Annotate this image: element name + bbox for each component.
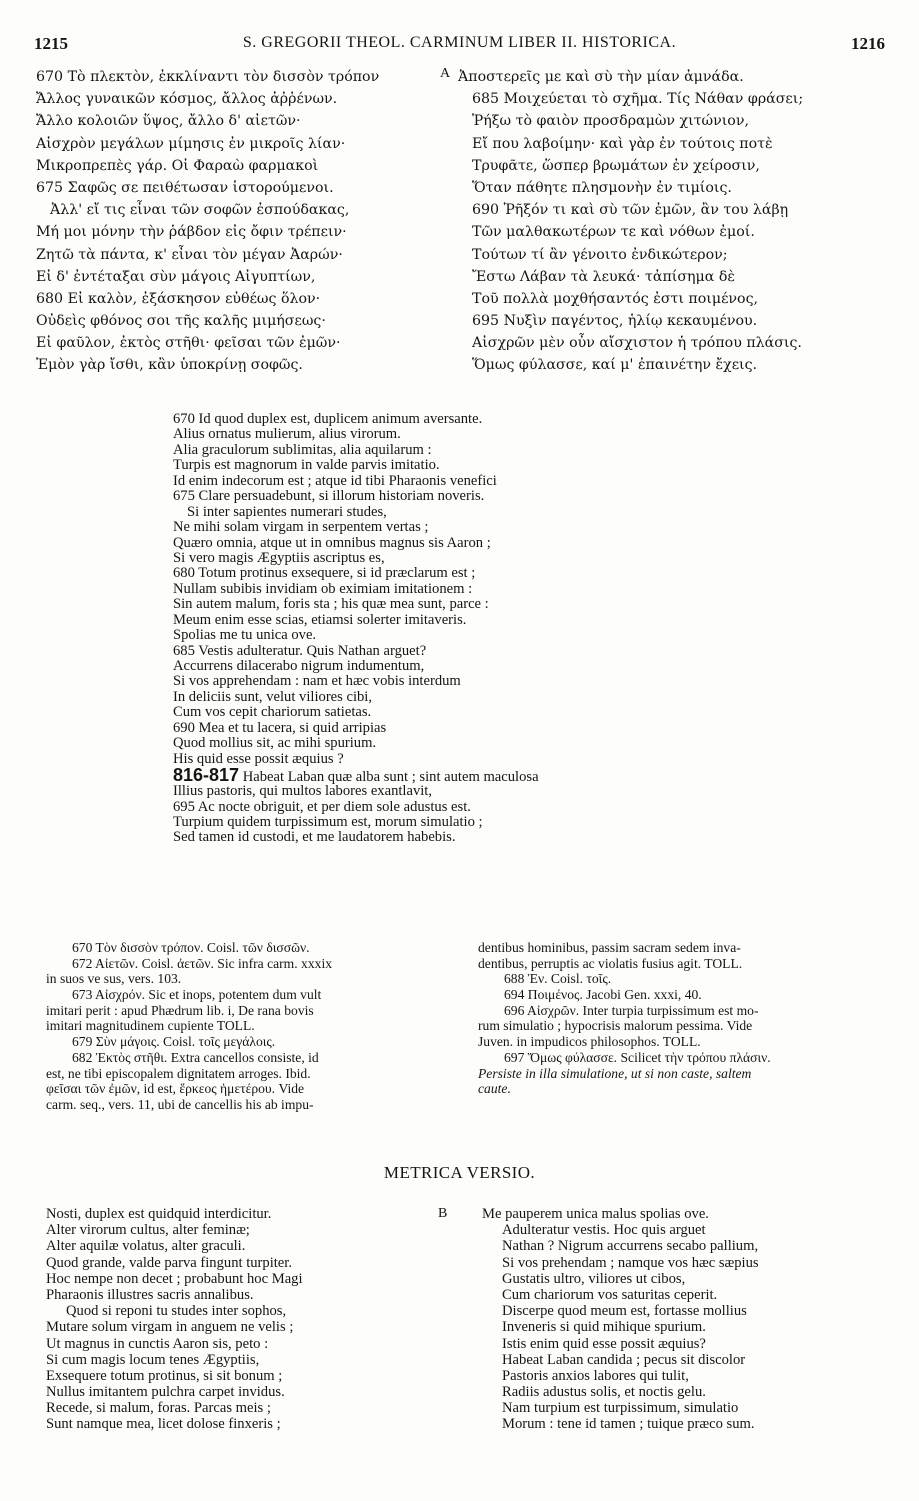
latin-translation — [173, 412, 773, 846]
verse-line: Adulteratur vestis. Hoc quis arguet — [502, 1222, 706, 1239]
greek-line: Ὅμως φύλασσε, καί μ' ἐπαινέτην ἔχεις. — [472, 357, 758, 374]
verse-line: Istis enim quid esse possit æquius? — [502, 1335, 706, 1352]
note-line: in suos ve sus, vers. 103. — [46, 971, 182, 987]
verse-line: Pharaonis illustres sacris annalibus. — [46, 1286, 254, 1303]
greek-line: 695 Νυξὶν παγέντος, ἡλίῳ κεκαυμένου. — [472, 313, 758, 330]
verse-line: Discerpe quod meum est, fortasse mollius — [502, 1303, 747, 1320]
latin-line: Id enim indecorum est ; atque id tibi Pharaonis venefici — [173, 473, 497, 489]
greek-line: Ἐμὸν γὰρ ἴσθι, κἂν ὑποκρίνῃ σοφῶς. — [36, 357, 303, 374]
note-line: 694 Ποιμένος. Jacobi Gen. xxxi, 40. — [504, 987, 702, 1003]
latin-line: Turpis est magnorum in valde parvis imitatio. — [173, 458, 440, 474]
latin-line: Quæro omnia, atque ut in omnibus magnus sis Aaron ; — [173, 535, 491, 551]
verse-line: Quod si reponi tu studes inter sophos, — [66, 1303, 287, 1320]
latin-line: Ne mihi solam virgam in serpentem vertas ; — [173, 520, 429, 536]
greek-line: Οὐδεὶς φθόνος σοι τῆς καλῆς μιμήσεως· — [36, 313, 326, 330]
verse-line: Nosti, duplex est quidquid interdicitur. — [46, 1206, 272, 1222]
verse-line: Hoc nempe non decet ; probabunt hoc Magi — [46, 1270, 303, 1287]
note-line: dentibus, perruptis ac violatis fusius agit. TOLL. — [478, 955, 743, 971]
verse-line: Nam turpium est turpissimum, simulatio — [502, 1400, 739, 1417]
metrica-column-left — [46, 1206, 436, 1433]
verse-line: Nathan ? Nigrum accurrens secabo pallium, — [502, 1238, 759, 1255]
verse-line: Si vos prehendam ; namque vos hæc sæpius — [502, 1254, 759, 1271]
page-number-left: 1215 — [34, 34, 68, 53]
note-line: caute. — [478, 1081, 511, 1097]
note-line: 682 Ἐκτὸς στῆθι. Extra cancellos consiste, id — [72, 1049, 319, 1065]
verse-line: Si cum magis locum tenes Ægyptiis, — [46, 1351, 260, 1368]
greek-line: 690 Ῥῆξόν τι καὶ σὺ τῶν ἐμῶν, ἂν του λάβῃ — [472, 202, 789, 219]
latin-line: Turpium quidem turpissimum est, morum simulatio ; — [173, 814, 483, 830]
greek-line: Αἰσχρὸν μεγάλων μίμησις ἐν μικροῖς λίαν· — [36, 135, 346, 152]
greek-column-left — [36, 66, 446, 377]
verse-line: Habeat Laban candida ; pecus sit discolor — [502, 1351, 746, 1368]
note-line: 679 Σὺν μάγοις. Coisl. τοῖς μεγάλοις. — [72, 1034, 276, 1050]
latin-line: Si inter sapientes numerari studes, — [187, 504, 387, 520]
latin-line: 680 Totum protinus exsequere, si id præclarum est ; — [173, 566, 476, 582]
column-mark-a: A — [440, 66, 451, 81]
greek-line: Τοῦ πολλὰ μοχθήσαντός ἐστι ποιμένος, — [472, 290, 759, 307]
note-line: 697 Ὅμως φύλασσε. Scilicet τὴν τρόπου πλάσιν. — [504, 1049, 771, 1065]
greek-line: Τούτων τί ἂν γένοιτο ἐνδικώτερον; — [472, 246, 728, 263]
verse-line: Gustatis ultro, viliores ut cibos, — [502, 1270, 686, 1287]
verse-line: Nullus imitantem pulchra carpet invidus. — [46, 1384, 285, 1401]
greek-line: Αἰσχρῶν μὲν οὖν αἴσχιστον ἡ τρόπου πλάσις. — [472, 335, 802, 352]
verse-line: Me pauperem unica malus spolias ove. — [482, 1206, 709, 1222]
note-line: 696 Αἰσχρῶν. Inter turpia turpissimum est mo- — [504, 1002, 759, 1018]
greek-line: Ἔστω Λάβαν τὰ λευκά· τἀπίσημα δὲ — [472, 268, 736, 285]
verse-line: Alter virorum cultus, alter feminæ; — [46, 1222, 250, 1239]
page-number-right: 1216 — [851, 34, 885, 53]
greek-line: Ἄλλος γυναικῶν κόσμος, ἄλλος ἀῤῥένων. — [36, 91, 338, 108]
latin-line: Cum vos cepit chariorum satietas. — [173, 705, 372, 721]
latin-line: Sin autem malum, foris sta ; his quæ mea sunt, parce : — [173, 597, 489, 613]
greek-line: Ὅταν πάθητε πλησμονὴν ἐν τιμίοις. — [472, 179, 732, 196]
latin-line: Quod mollius sit, ac mihi spurium. — [173, 736, 377, 752]
greek-line: Τῶν μαλθακωτέρων τε καὶ νόθων ἐμοί. — [472, 224, 755, 241]
verse-line: Quod grande, valde parva fingunt turpiter. — [46, 1254, 292, 1271]
note-line: dentibus hominibus, passim sacram sedem inva- — [478, 940, 741, 955]
greek-line: 670 Τὸ πλεκτὸν, ἐκκλίναντι τὸν δισσὸν τρόπον — [36, 69, 380, 85]
latin-line-text: Habeat Laban quæ alba sunt ; sint autem maculosa — [242, 769, 539, 785]
verse-line: Inveneris si quid mihique spurium. — [502, 1319, 706, 1336]
greek-line: Ἀλλ' εἴ τις εἶναι τῶν σοφῶν ἐσπούδακας, — [50, 202, 350, 219]
note-line: 673 Αἰσχρόν. Sic et inops, potentem dum vult — [72, 987, 322, 1003]
notes-column-left — [46, 940, 454, 1113]
latin-line: 670 Id quod duplex est, duplicem animum aversante. — [173, 412, 483, 427]
greek-line: Ἀποστερεῖς με καὶ σὺ τὴν μίαν ἀμνάδα. — [458, 69, 744, 85]
greek-line: Εἰ φαῦλον, ἐκτὸς στῆθι· φεῖσαι τῶν ἐμῶν· — [36, 335, 341, 352]
latin-line: Alius ornatus mulierum, alius virorum. — [173, 427, 401, 443]
migne-page-number: 816-817 — [173, 767, 240, 785]
verse-line: Mutare solum virgam in anguem ne velis ; — [46, 1319, 294, 1336]
latin-line: Alia graculorum sublimitas, alia aquilarum : — [173, 442, 432, 458]
note-line: imitari magnitudinem cupiente TOLL. — [46, 1018, 255, 1034]
latin-line: Accurrens dilacerabo nigrum indumentum, — [173, 659, 425, 674]
latin-line: Si vos apprehendam : nam et hæc vobis interdum — [173, 674, 461, 690]
note-line: 672 Αἰετῶν. Coisl. ἀετῶν. Sic infra carm. xxxix — [72, 955, 333, 971]
greek-line: 680 Εἰ καλὸν, ἐξάσκησον εὐθέως ὅλον· — [36, 290, 321, 307]
note-line: Juven. in impudicos philosophos. TOLL. — [478, 1034, 701, 1050]
latin-line: 675 Clare persuadebunt, si illorum historiam noveris. — [173, 489, 485, 505]
note-line: 670 Τὸν δισσὸν τρόπον. Coisl. τῶν δισσῶν. — [72, 940, 310, 955]
latin-line: Illius pastoris, qui multos labores exantlavit, — [173, 784, 433, 800]
verse-line: Radiis adustus solis, et noctis gelu. — [502, 1384, 706, 1401]
greek-line: Ἄλλο κολοιῶν ὕψος, ἄλλο δ' αἰετῶν· — [36, 113, 301, 130]
greek-line: Ῥήξω τὸ φαιὸν προσδραμὼν χιτώνιον, — [472, 113, 749, 130]
latin-line: Spolias me tu unica ove. — [173, 628, 317, 644]
note-line: carm. seq., vers. 11, ubi de cancellis his ab impu- — [46, 1096, 314, 1112]
note-line: Persiste in illa simulatione, ut si non caste, saltem — [478, 1065, 752, 1081]
note-line: imitari perit : apud Phædrum lib. i, De rana bovis — [46, 1002, 314, 1018]
latin-line: Nullam subibis invidiam ob eximiam imitationem : — [173, 581, 473, 597]
running-title: S. GREGORII THEOL. CARMINUM LIBER II. HISTORICA. — [242, 34, 677, 51]
note-line: rum simulatio ; hypocrisis malorum pessima. Vide — [478, 1018, 753, 1034]
greek-line: 685 Μοιχεύεται τὸ σχῆμα. Τίς Νάθαν φράσει; — [472, 91, 804, 108]
latin-line: Meum enim esse scias, etiamsi solerter imitaveris. — [173, 612, 467, 628]
greek-column-right — [458, 66, 888, 377]
verse-line: Alter aquilæ volatus, alter graculi. — [46, 1238, 246, 1255]
metrica-column-right — [482, 1206, 882, 1433]
latin-line: Si vero magis Ægyptiis ascriptus es, — [173, 550, 385, 566]
greek-line: Εἴ που λαβοίμην· καὶ γὰρ ἐν τούτοις ποτὲ — [472, 135, 773, 152]
latin-line: In deliciis sunt, velut viliores cibi, — [173, 689, 373, 705]
verse-line: Recede, si malum, foras. Parcas meis ; — [46, 1400, 271, 1417]
latin-line — [173, 767, 773, 784]
greek-line: Μικροπρεπὲς γάρ. Οἱ Φαραὼ φαρμακοὶ — [36, 157, 319, 174]
note-line: φεῖσαι τῶν ἐμῶν, id est, ἕρκεος ἡμετέρου. Vide — [46, 1081, 305, 1097]
greek-line: Ζητῶ τὰ πάντα, κ' εἶναι τὸν μέγαν Ἀαρών· — [36, 246, 343, 263]
greek-line: Εἰ δ' ἐντέταξαι σὺν μάγοις Αἰγυπτίων, — [36, 268, 316, 285]
latin-line: 695 Ac nocte obriguit, et per diem sole adustus est. — [173, 799, 471, 815]
note-line: est, ne tibi episcopalem dignitatem arroges. Ibid. — [46, 1065, 311, 1081]
latin-line: Sed tamen id custodi, et me laudatorem habebis. — [173, 830, 456, 846]
verse-line: Ut magnus in cunctis Aaron sis, peto : — [46, 1335, 269, 1352]
column-mark-b: B — [438, 1206, 448, 1221]
verse-line: Exsequere totum protinus, si sit bonum ; — [46, 1367, 283, 1384]
notes-column-right — [478, 940, 890, 1097]
section-title: METRICA VERSIO. — [383, 1163, 536, 1182]
verse-line: Morum : tene id tamen ; tuique præco sum. — [502, 1416, 755, 1433]
greek-line: Μή μοι μόνην τὴν ῥάβδον εἰς ὄφιν τρέπειν· — [36, 224, 347, 241]
verse-line: Pastoris anxios labores qui tulit, — [502, 1367, 689, 1384]
note-line: 688 Ἐν. Coisl. τοῖς. — [504, 971, 612, 987]
verse-line: Sunt namque mea, licet dolose finxeris ; — [46, 1416, 281, 1433]
page-header — [34, 34, 885, 56]
latin-line: 690 Mea et tu lacera, si quid arripias — [173, 720, 387, 736]
latin-line: His quid esse possit æquius ? — [173, 751, 344, 767]
latin-line: 685 Vestis adulteratur. Quis Nathan arguet? — [173, 643, 427, 659]
greek-line: Τρυφᾶτε, ὥσπερ βρωμάτων ἐν χείροσιν, — [472, 157, 760, 174]
greek-line: 675 Σαφῶς σε πειθέτωσαν ἱστορούμενοι. — [36, 179, 334, 196]
verse-line: Cum chariorum vos saturitas ceperit. — [502, 1286, 718, 1303]
